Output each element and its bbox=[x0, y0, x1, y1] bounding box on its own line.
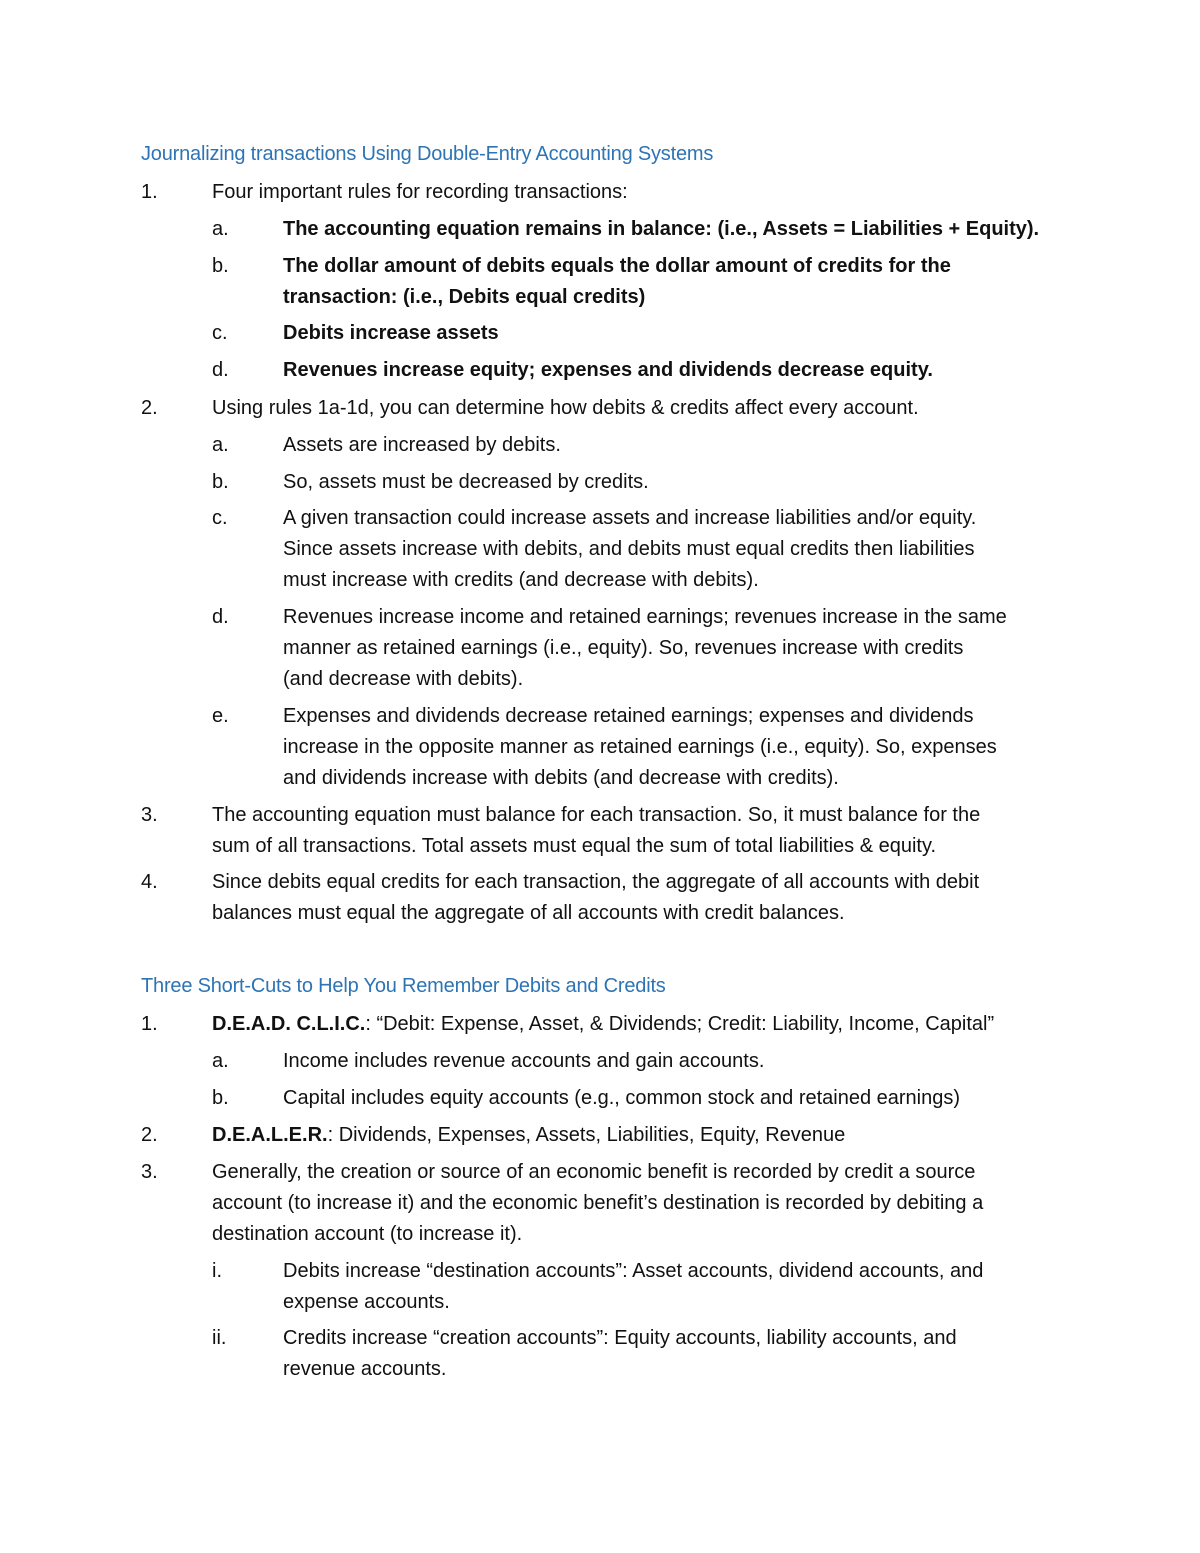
list-item-text: Expenses and dividends decrease retained earnings; expenses and dividends increase in the opposite manner as retained earnings (i.e., equity). So, expenses and dividends increase with debits (and decrease with credits). bbox=[283, 705, 997, 789]
mnemonic: D.E.A.L.E.R. bbox=[212, 1124, 328, 1146]
list-item-text: Debits increase “destination accounts”: Asset accounts, dividend accounts, and expense accounts. bbox=[283, 1260, 984, 1313]
list-item-text: Credits increase “creation accounts”: Equity accounts, liability accounts, and revenue accounts. bbox=[283, 1327, 957, 1380]
mnemonic: D.E.A.D. C.L.I.C. bbox=[212, 1013, 366, 1035]
list-marker: 4. bbox=[141, 871, 158, 893]
list-marker: b. bbox=[212, 255, 229, 277]
list-marker: e. bbox=[212, 705, 229, 727]
list-marker: a. bbox=[212, 1050, 229, 1072]
list-item-text: A given transaction could increase assets and increase liabilities and/or equity. Since assets increase with debits, and debits must equal credits then liabilities must increase with credits (and decrease with debits). bbox=[283, 507, 977, 591]
list-marker: a. bbox=[212, 434, 229, 456]
list-marker: c. bbox=[212, 507, 228, 529]
list-item-text: So, assets must be decreased by credits. bbox=[283, 471, 649, 493]
list-marker: 1. bbox=[141, 181, 158, 203]
list-item-text: Income includes revenue accounts and gain accounts. bbox=[283, 1050, 765, 1072]
list-item-text: The dollar amount of debits equals the dollar amount of credits for the transaction: (i.e., Debits equal credits) bbox=[283, 255, 951, 308]
list-marker: c. bbox=[212, 322, 228, 344]
list-marker: 1. bbox=[141, 1013, 158, 1035]
section-heading-shortcuts: Three Short-Cuts to Help You Remember Debits and Credits bbox=[141, 975, 666, 997]
list-marker: d. bbox=[212, 359, 229, 381]
list-marker: 3. bbox=[141, 804, 158, 826]
list-marker: d. bbox=[212, 606, 229, 628]
list-marker: 2. bbox=[141, 397, 158, 419]
list-item-text: Revenues increase income and retained earnings; revenues increase in the same manner as retained earnings (i.e., equity). So, revenues increase with credits (and decrease with debits). bbox=[283, 606, 1007, 690]
list-item-text: Assets are increased by debits. bbox=[283, 434, 561, 456]
list-item-text: D.E.A.D. C.L.I.C.: “Debit: Expense, Asset, & Dividends; Credit: Liability, Income, Capital” bbox=[212, 1013, 995, 1035]
list-item-text: Using rules 1a-1d, you can determine how debits & credits affect every account. bbox=[212, 397, 919, 419]
list-marker: b. bbox=[212, 471, 229, 493]
list-marker: ii. bbox=[212, 1327, 227, 1349]
list-item-text: Since debits equal credits for each transaction, the aggregate of all accounts with debit balances must equal the aggregate of all accounts with credit balances. bbox=[212, 871, 980, 924]
section-heading-journalizing: Journalizing transactions Using Double-Entry Accounting Systems bbox=[141, 143, 714, 165]
list-item-text: Debits increase assets bbox=[283, 322, 499, 344]
list-item-text: Revenues increase equity; expenses and dividends decrease equity. bbox=[283, 359, 933, 381]
list-marker: 3. bbox=[141, 1161, 158, 1183]
list-item-text: The accounting equation remains in balance: (i.e., Assets = Liabilities + Equity). bbox=[283, 218, 1040, 240]
list-marker: b. bbox=[212, 1087, 229, 1109]
list-item-text: The accounting equation must balance for each transaction. So, it must balance for the sum of all transactions. Total assets must equal the sum of total liabilities & equity. bbox=[212, 804, 981, 857]
list-marker: 2. bbox=[141, 1124, 158, 1146]
list-item-text: D.E.A.L.E.R.: Dividends, Expenses, Assets, Liabilities, Equity, Revenue bbox=[212, 1124, 846, 1146]
list-item-text: Capital includes equity accounts (e.g., common stock and retained earnings) bbox=[283, 1087, 961, 1109]
list-marker: a. bbox=[212, 218, 229, 240]
list-item-text: Generally, the creation or source of an economic benefit is recorded by credit a source account (to increase it) and the economic benefit’s destination is recorded by debiting a destination account (to increase it). bbox=[212, 1161, 984, 1245]
list-item-text: Four important rules for recording transactions: bbox=[212, 181, 628, 203]
list-marker: i. bbox=[212, 1260, 222, 1282]
